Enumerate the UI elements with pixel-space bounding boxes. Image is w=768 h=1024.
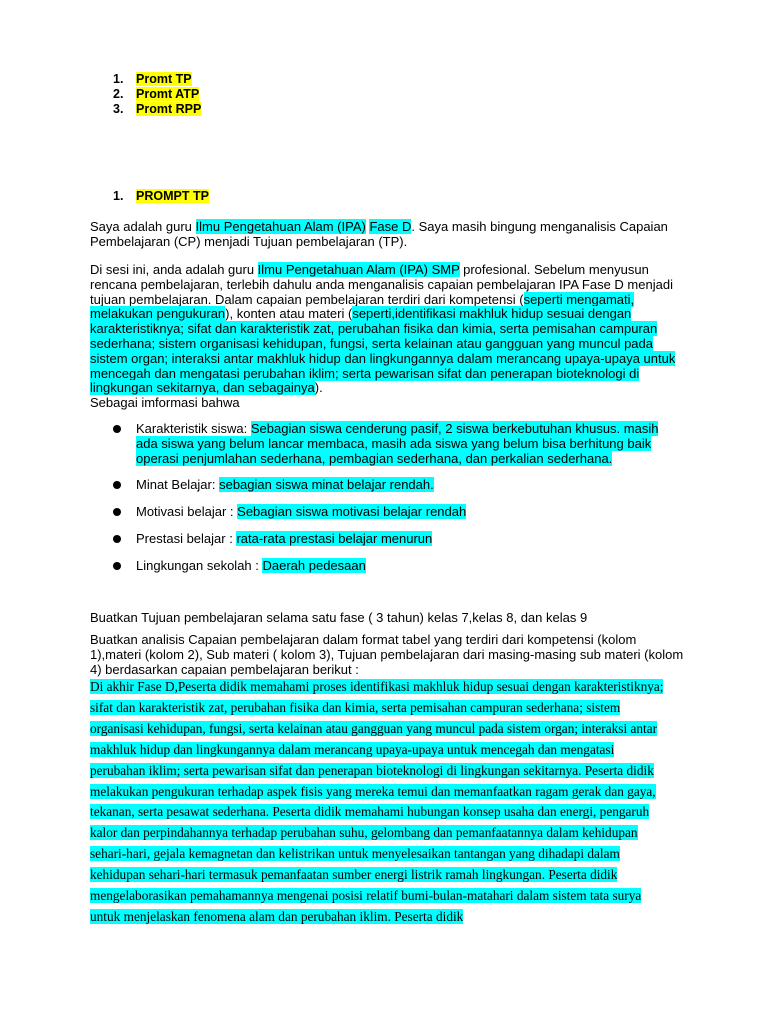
list-item-label: Karakteristik siswa: <box>136 421 251 436</box>
toc-item-number: 2. <box>113 87 124 101</box>
highlighted-text: Ilmu Pengetahuan Alam (IPA) <box>195 219 366 234</box>
toc-item-label: Promt ATP <box>136 87 200 101</box>
intro-paragraph <box>90 220 690 250</box>
context-paragraph <box>90 263 690 411</box>
instruction-paragraph: Buatkan Tujuan pembelajaran selama satu fase ( 3 tahun) kelas 7,kelas 8, dan kelas 9 <box>90 610 588 625</box>
list-item-value: sebagian siswa minat belajar rendah. <box>219 477 434 493</box>
list-item-label: Minat Belajar: <box>136 477 220 493</box>
list-item <box>113 559 673 574</box>
toc-item-number: 3. <box>113 102 124 116</box>
list-item-label: Lingkungan sekolah : <box>136 557 263 573</box>
toc-item-label: Promt RPP <box>136 102 202 116</box>
text-run: ), konten atau materi ( <box>225 306 353 322</box>
highlighted-text: Ilmu Pengetahuan Alam (IPA) SMP <box>257 262 460 277</box>
list-item <box>113 422 673 466</box>
student-info-list <box>113 422 673 586</box>
highlighted-text: seperti,identifikasi makhluk hidup sesuai dengan karakteristiknya; sifat dan karakteristik zat, perubahan fisika dan kimia, serta pemisahan campuran sederhana; sistem organisasi kehidupan, fungsi, serta kelainan atau gangguan yang muncul pada sistem organ; interaksi antar makhluk hidup dan lingkungannya dalam merancang upaya-upaya untuk mencegah dan mengatasi perubahan iklim; serta pewarisan sifat dan penerapan bioteknologi di lingkungan sekitarnya, dan sebagainya <box>90 306 676 396</box>
highlighted-text: Di akhir Fase D,Peserta didik memahami proses identifikasi makhluk hidup sesuai dengan karakteristiknya; sifat dan karakteristik zat, perubahan fisika dan kimia, serta pemisahan campuran sederhana; sistem organisasi kehidupan, fungsi, serta kelainan atau gangguan yang muncul pada sistem organ; interaksi antar makhluk hidup dan lingkungannya dalam merancang upaya-upaya untuk mencegah dan mengatasi perubahan iklim; serta pewarisan sifat dan penerapan bioteknologi di lingkungan sekitarnya. Peserta didik melakukan pengukuran terhadap aspek fisis yang mereka temui dan memanfaatkan ragam gerak dan gaya, tekanan, serta pesawat sederhana. Peserta didik memahami hubungan konsep usaha dan energi, pengaruh kalor dan perpindahannya terhadap perubahan suhu, gelombang dan pemanfaatannya dalam kehidupan sehari-hari, gejala kemagnetan dan kelistrikan untuk menyelesaikan tantangan yang dihadapi dalam kehidupan sehari-hari termasuk pemanfaatan sumber energi listrik ramah lingkungan. Peserta didik mengelaborasikan pemahamannya mengenai posisi relatif bumi-bulan-matahari dalam sistem tata surya untuk menjelaskan fenomena alam dan perubahan iklim. Peserta didik <box>90 679 664 924</box>
section-number: 1. <box>113 189 124 203</box>
highlighted-text: Fase D <box>369 219 412 234</box>
list-item-label: Prestasi belajar : <box>136 530 237 546</box>
section-title: PROMPT TP <box>136 189 209 203</box>
text-run: . Saya masih bingung menganalisis Capaian Pembelajaran (CP) menjadi Tujuan pembelajaran (TP). <box>90 219 668 249</box>
bullet-icon <box>113 508 121 516</box>
text-run: Sebagai imformasi bahwa <box>90 395 240 411</box>
list-item-value: Daerah pedesaan <box>262 557 366 573</box>
toc-item-label: Promt TP <box>136 72 192 86</box>
text-run: Saya adalah guru <box>90 219 196 234</box>
bullet-icon <box>113 425 121 433</box>
list-item-value: Sebagian siswa cenderung pasif, 2 siswa berkebutuhan khusus. masih ada siswa yang belum lancar membaca, masih ada siswa yang belum bisa berhitung baik operasi penjumlahan sederhana, pembagian sederhana, dan perkalian sederhana. <box>136 421 659 466</box>
text-run: ). <box>314 380 323 396</box>
analysis-instruction-paragraph: Buatkan analisis Capaian pembelajaran dalam format tabel yang terdiri dari kompetensi (kolom 1),materi (kolom 2), Sub materi ( kolom 3), Tujuan pembelajaran dari masing-masing sub materi (kolom 4) berdasarkan capaian pembelajaran berikut : <box>90 632 684 677</box>
table-of-contents <box>113 72 201 117</box>
bullet-icon <box>113 562 121 570</box>
toc-item <box>113 102 201 117</box>
text-run: Di sesi ini, anda adalah guru <box>90 262 258 277</box>
section-heading <box>113 189 209 204</box>
text-run: profesional. Sebelum menyusun rencana pembelajaran, terlebih dahulu anda menganalisis capaian pembelajaran IPA Fase D menjadi tujuan pembelajaran. Dalam capaian pembelajaran terdiri dari kompetensi ( <box>90 262 673 307</box>
bullet-icon <box>113 535 121 543</box>
toc-item <box>113 87 201 102</box>
list-item-value: Sebagian siswa motivasi belajar rendah <box>237 504 467 520</box>
toc-item-number: 1. <box>113 72 124 86</box>
bullet-icon <box>113 481 121 489</box>
list-item <box>113 532 673 547</box>
list-item <box>113 505 673 520</box>
list-item-value: rata-rata prestasi belajar menurun <box>236 530 433 546</box>
toc-item <box>113 72 201 87</box>
highlighted-text: seperti mengamati, melakukan pengukuran <box>90 291 635 322</box>
list-item-label: Motivasi belajar : <box>136 504 238 520</box>
list-item <box>113 478 673 493</box>
capaian-pembelajaran-text <box>90 677 670 928</box>
